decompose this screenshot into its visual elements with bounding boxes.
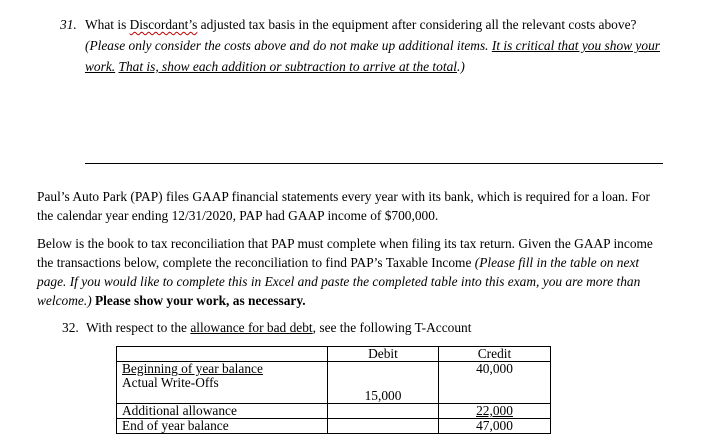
t-account-table	[116, 346, 551, 434]
t-account-credit-column	[439, 362, 551, 404]
t-account-header-credit: Credit	[439, 347, 551, 362]
question-31-emphasis: It is critical that you show your work.	[85, 38, 660, 74]
question-31-number: 31.	[60, 17, 77, 32]
t-account-body-row	[117, 362, 551, 404]
question-32: 32. With respect to the allowance for bad debt, see the following T-Account	[62, 320, 472, 335]
question-31-text: What is Discordant’s adjusted tax basis in the equipment after considering all the relevant costs above? (Please only consider the costs above and do not make up additional items. It is critical that you show your work. That is, show each addition or subtraction to arrive at the total.)	[85, 17, 660, 74]
debit-writeoffs-value: 15,000	[364, 388, 402, 403]
debit-ending-blank	[328, 419, 439, 434]
label-actual-writeoffs: Actual Write-Offs	[122, 375, 219, 390]
question-31-instruction: (Please only consider the costs above and do not make up additional items.	[85, 38, 492, 53]
answer-line	[85, 163, 663, 164]
t-account-ending-row	[117, 419, 551, 434]
label-beginning-balance: Beginning of year balance	[122, 361, 263, 376]
debit-additional-blank	[328, 404, 439, 419]
t-account-debit-column	[328, 362, 439, 404]
t-account-header-debit: Debit	[328, 347, 439, 362]
bad-debt-term: allowance for bad debt	[190, 320, 313, 335]
t-account-header-row	[117, 347, 551, 362]
label-additional-allowance: Additional allowance	[117, 404, 328, 419]
question-32-number: 32.	[62, 320, 79, 335]
credit-additional-stack	[439, 404, 551, 419]
t-account-header-blank	[117, 347, 328, 362]
t-account-labels	[117, 362, 328, 404]
spellcheck-word: Discordant’s	[129, 17, 198, 32]
credit-beginning-value: 40,000	[476, 361, 513, 376]
credit-additional-value: 22,000	[476, 403, 513, 418]
intro-paragraph-1: Paul’s Auto Park (PAP) files GAAP financial statements every year with its bank, which is required for a loan. For the calendar year ending 12/31/2020, PAP had GAAP income of $700,000.	[37, 189, 651, 223]
intro-paragraph-2: Below is the book to tax reconciliation that PAP must complete when filing its tax return. Given the GAAP income the transactions below, complete the reconciliation to find PAP’s Taxable Income (Please fill in the table on next page. If you would like to complete this in Excel and paste the completed table into this exam, you are more than welcome.) Please show your work, as necessary.	[37, 236, 653, 308]
label-ending-balance: End of year balance	[117, 419, 328, 434]
show-work-note: Please show your work, as necessary.	[91, 293, 306, 308]
fill-table-instruction: (Please fill in the table on next page. If you would like to complete this in Excel and paste the completed table into this exam, you are more than welcome.)	[37, 255, 641, 308]
question-31-emphasis-2: That is, show each addition or subtraction to arrive at the total	[118, 59, 457, 74]
t-account-additional-row	[117, 404, 551, 419]
question-31	[60, 14, 670, 77]
credit-ending-value: 47,000	[439, 419, 551, 434]
